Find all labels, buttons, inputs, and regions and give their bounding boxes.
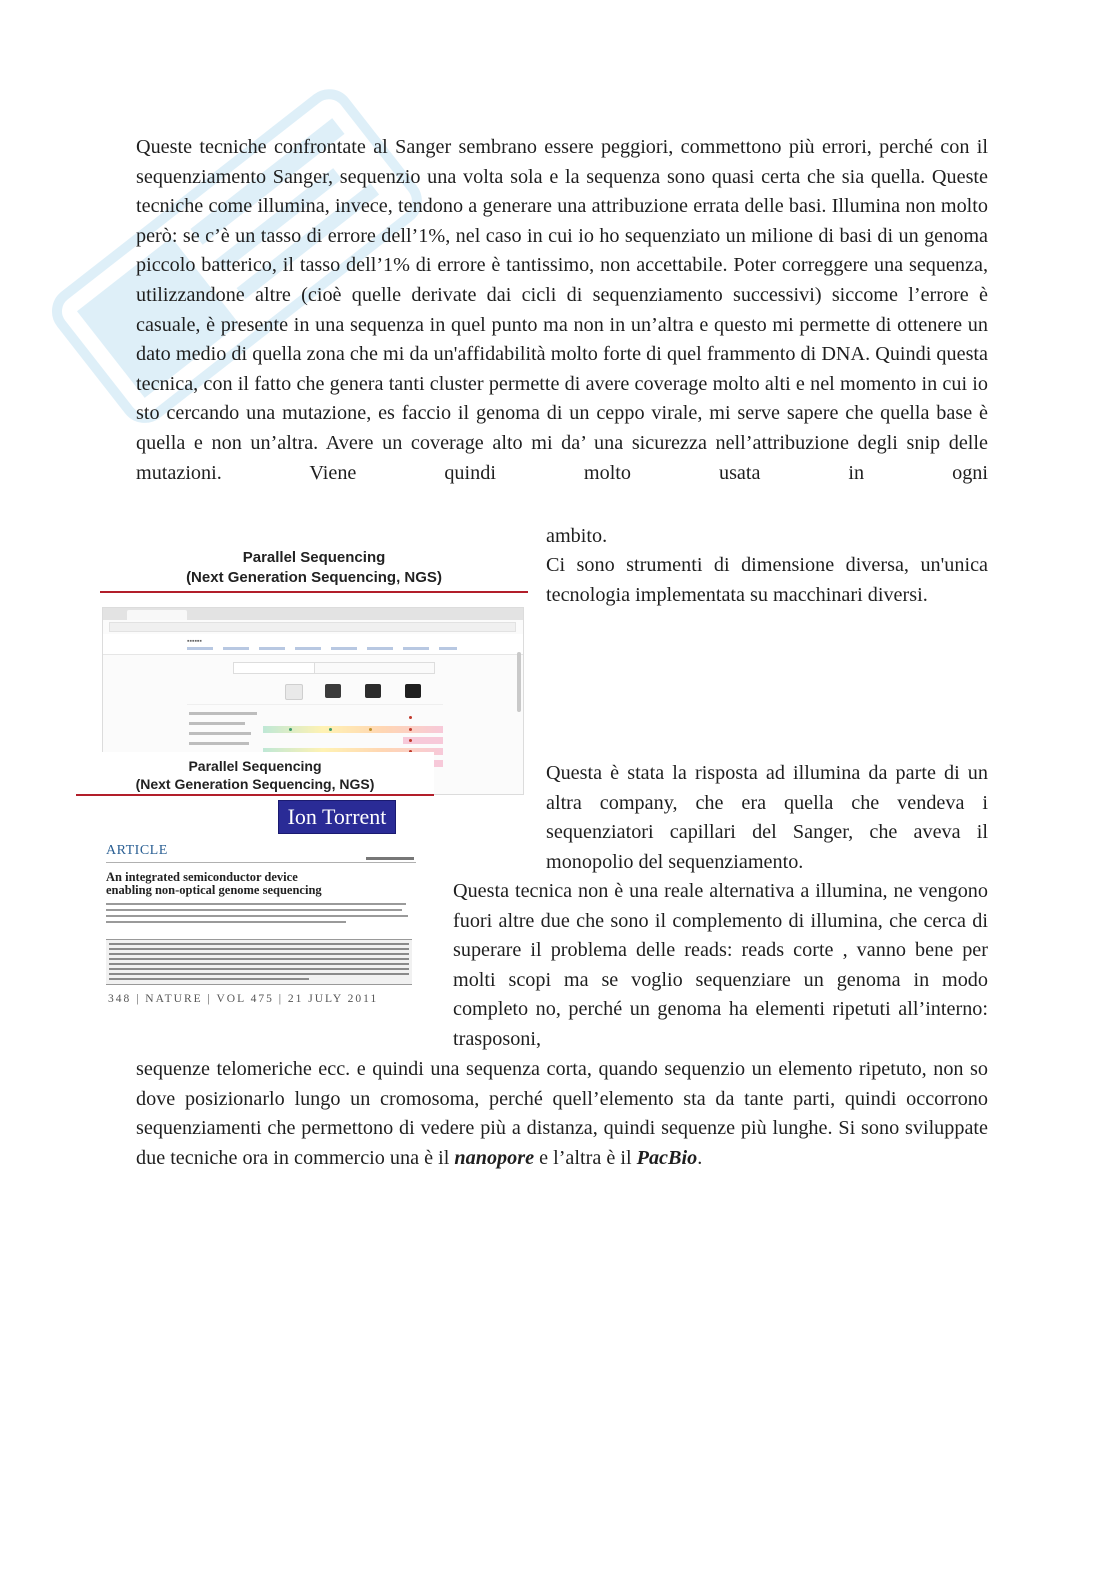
- article-headline: [106, 871, 406, 897]
- long-reads-text: sequenze telomeriche ecc. e quindi una sequenza corta, quando sequenzio un elemento ripetuto, non so dove posizionarlo lungo un cromosoma, perché quell’elemento sta da tante parti, quindi occorrono sequenziamenti che permettono di vedere più a distanza, quindi sequenze più lunghe. Si sono sviluppate due tecniche ora in commercio una è il: [136, 1058, 988, 1169]
- article-abstract: [106, 939, 412, 985]
- article-authors: [106, 903, 412, 927]
- slide2-title-line2: (Next Generation Sequencing, NGS): [135, 776, 375, 792]
- nature-article-clip: [104, 843, 422, 1011]
- slide2-title-rule: [76, 794, 434, 796]
- paragraph-error-rate: Queste tecniche confrontate al Sanger sembrano essere peggiori, commettono più errori, perché con il sequenziamento Sanger, sequenzio una volta sola e la sequenza sono quasi certa che sia quella. Queste tecniche come illumina, invece, tendono a generare una attribuzione errata delle basi. Illumina non molto però: se c’è un tasso di errore dell’1%, nel caso in cui io ho sequenziato un milione di basi di un genoma piccolo batterico, il tasso dell’1% di errore è tantissimo, non accettabile. Poter correggere una sequenza, utilizzandone altre (cioè quelle derivate dai cicli di sequenziamento successivi) siccome l’errore è casuale, è presente in una sequenza in quel punto ma non in un’altra e questo mi permette di ottenere un dato medio di quella zona che mi da un'affidabilità molto forte di quel frammento di DNA. Quindi questa tecnica, con il fatto che genera tanti cluster permette di avere coverage molto alti e nel momento in cui io sto cercando una mutazione, es faccio il genoma di un ceppo virale, mi serve sapere che quella base è quella e non un’altra. Avere un coverage alto mi da’ una sicurezza nell’attribuzione degli snip delle mutazioni. Viene quindi molto usata in ogni: [136, 136, 988, 484]
- browser-scrollbar: [517, 652, 521, 712]
- site-nav: [187, 647, 457, 650]
- site-header: [103, 634, 523, 655]
- article-doi: [366, 857, 414, 860]
- site-logo-icon: ▪▪▪▪▪▪: [187, 638, 202, 645]
- sequencer-icon: [325, 684, 341, 698]
- slide-parallel-sequencing-ion-torrent: [76, 752, 434, 834]
- browser-address-bar: [109, 622, 516, 632]
- sequencer-icon: [285, 684, 303, 700]
- article-kind: ARTICLE: [106, 843, 168, 858]
- term-pacbio: PacBio: [636, 1146, 698, 1169]
- paragraph-short-reads: Questa tecnica non è una reale alternativa a illumina, ne vengono fuori altre due che sono il complemento di illumina, che cerca di superare il problema delle reads: reads corte , vanno bene per molti scopi ma se voglio sequenziare un genoma in modo completo no, perché un genoma ha elementi ripetuti all’interno: trasposoni,: [453, 880, 988, 1050]
- article-headline-line1: An integrated semiconductor device: [106, 870, 298, 884]
- term-nanopore: nanopore: [454, 1146, 535, 1169]
- slide-title-line1: Parallel Sequencing: [242, 549, 386, 566]
- article-footer: 348 | NATURE | VOL 475 | 21 JULY 2011: [108, 993, 379, 1005]
- long-reads-end: .: [697, 1146, 703, 1169]
- paragraph-long-reads: [136, 1055, 988, 1173]
- compare-tabs: [233, 662, 435, 674]
- paragraph-ion-torrent: Questa è stata la risposta ad illumina da parte di un altra company, che era quella che vendeva i sequenziatori capillari del Sanger, che aveva il monopolio del sequenziamento.: [546, 762, 988, 873]
- browser-tab-bar: [103, 608, 523, 620]
- long-reads-mid: e l’altra è il: [539, 1146, 632, 1169]
- paragraph-instruments: Ci sono strumenti di dimensione diversa, un'unica tecnologia implementata su macchinari diversi.: [546, 554, 988, 606]
- sequencer-icon: [365, 684, 381, 698]
- slide-title-line2: (Next Generation Sequencing, NGS): [186, 569, 442, 586]
- paragraph-ambito: ambito.: [546, 525, 608, 547]
- article-headline-line2: enabling non-optical genome sequencing: [106, 883, 322, 897]
- slide-title-rule: [100, 591, 528, 593]
- slide2-title-line1: Parallel Sequencing: [188, 758, 322, 774]
- sequencer-icon: [405, 684, 421, 698]
- ion-torrent-badge: Ion Torrent: [278, 800, 396, 834]
